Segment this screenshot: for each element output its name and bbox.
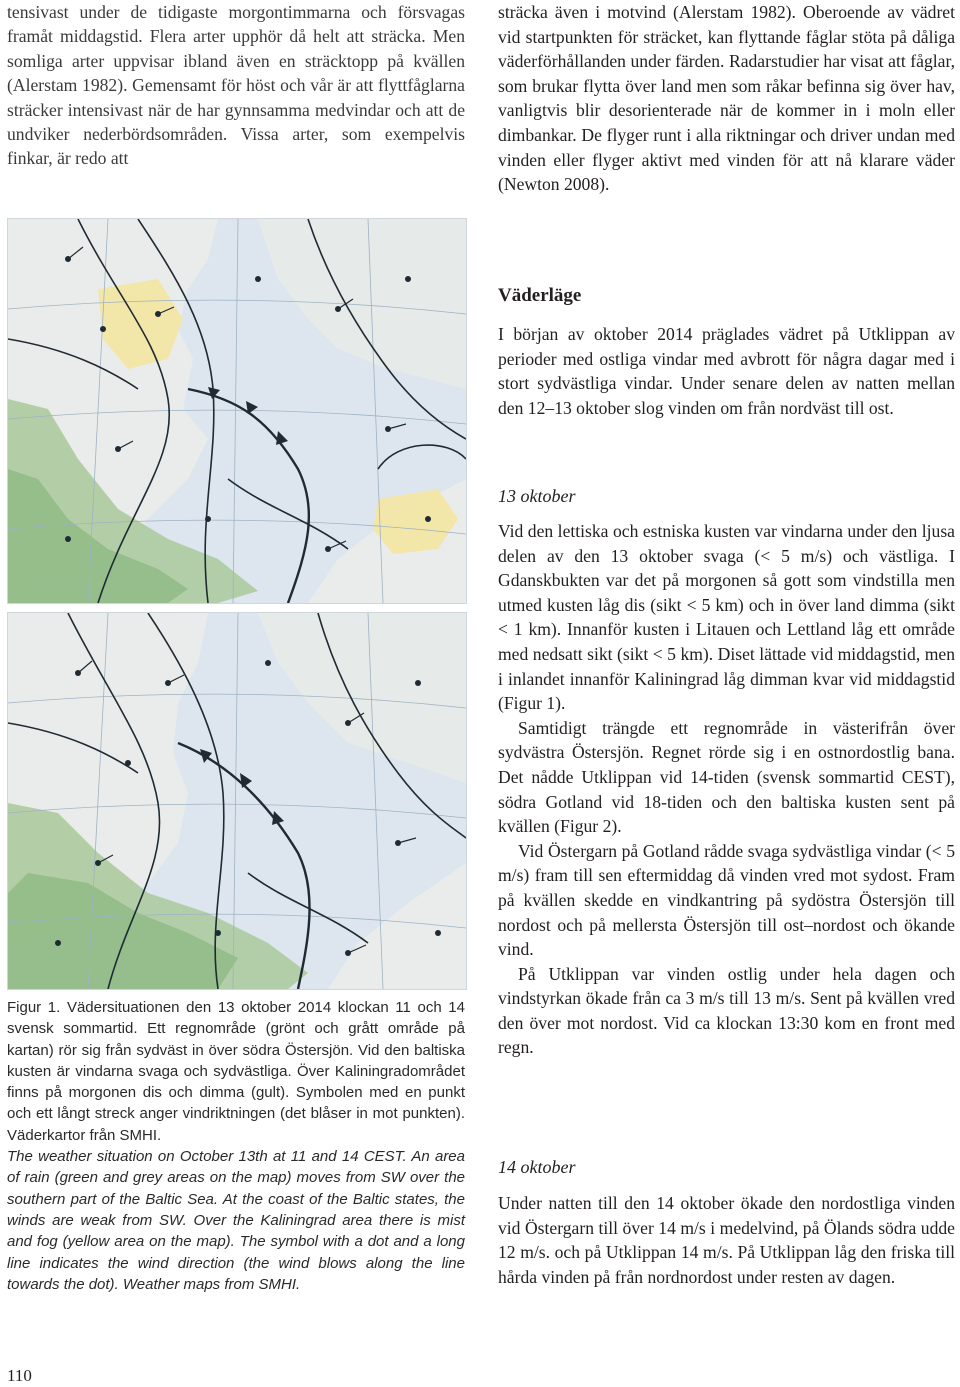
- section-13-oktober: [498, 519, 955, 1060]
- figure-caption: [7, 997, 465, 1295]
- paragraph-1: sträcka även i motvind (Alerstam 1982). Oberoende av vädret vid startpunkten för sträcket, kan flyttande fåglar stöta på dåliga väderförhållanden under färden. Radarstudier har visat att fåglar, som brukar flytta över land men som råkar befinna sig över hav, vanligtvis blir desorienterade när de kommer in i moln eller dimbankar. De flyger runt i alla riktningar och driver undan med vinden eller flyger aktivt med vinden för att nå klarare väder (Newton 2008).: [498, 2, 955, 195]
- caption-swedish: Figur 1. Vädersituationen den 13 oktober 2014 klockan 11 och 14 svensk sommartid. Ett regnområde (grönt och grått område på kartan) rör sig från sydväst in över södra Östersjön. Vid den baltiska kusten är vindarna svaga och sydvästliga. Över Kaliningradområdet finns på morgonen dis och dimma (gult). Symbolen med en punkt och ett långt streck anger vindriktningen (det blåser in mot punkten). Väderkartor från SMHI.: [7, 999, 465, 1144]
- paragraph-7: Under natten till den 14 oktober ökade den nordostliga vinden vid Östergarn till över 14 m/s i medelvind, på Ölands södra udde 12 m/s. och på Utklippan 14 m/s. På Utklippan låg den friska till hårda vinden på från nordnordost under resten av dagen.: [498, 1193, 955, 1287]
- section-14-oktober: [498, 1191, 955, 1289]
- paragraph-2: I början av oktober 2014 präglades vädret på Utklippan av perioder med ostliga vindar med avbrott för några dagar med i stort sydvästliga vindar. Under senare delen av natten mellan den 12–13 oktober slog vinden om från nordväst till ost.: [498, 324, 955, 418]
- left-intro-paragraph: tensivast under de tidigaste morgontimmarna och försvagas framåt middagstid. Flera arter upphör då helt att sträcka. Men somliga arter uppvisar ibland även en sträcktopp på kvällen (Alerstam 1982). Gemensamt för höst och vår är att flyttfåglarna sträcker intensivast när de har gynnsamma medvindar och att de undviker nederbördsområden. Vissa arter, som exempelvis finkar, är redo att: [7, 2, 465, 169]
- paragraph-5: Vid Östergarn på Gotland rådde svaga sydvästliga vindar (< 5 m/s) fram till sen eftermiddag då vinden vred mot sydost. Fram på kvällen skedde en vindkantring på sydöstra Östersjön till nordost och på mellersta Östersjön till ost–nordost och ökande vind.: [498, 840, 955, 960]
- page-number: 110: [7, 1366, 32, 1385]
- weather-map-11: [7, 218, 467, 604]
- subheading-13-oktober: 13 oktober: [498, 486, 576, 506]
- paragraph-migration: [498, 0, 955, 197]
- paragraph-3: Vid den lettiska och estniska kusten var vindarna under den ljusa delen av den 13 oktober svaga (< 5 m/s) och västliga. I Gdanskbukten var det på morgonen så gott som vindstilla men utmed kusten låg dis (sikt < 5 km) och in över land dimma (sikt < 1 km). Innanför kusten i Litauen och Lettland låg ett område med nedsatt sikt (sikt < 5 km). Diset lättade vid middagstid, men i inlandet innanför Kaliningrad låg dimman kvar vid middagstid (Figur 1).: [498, 521, 955, 714]
- weather-map-11-drawing: [8, 219, 466, 603]
- weather-map-14-drawing: [8, 613, 466, 989]
- paragraph-4: Samtidigt trängde ett regnområde in västerifrån över sydvästra Östersjön. Regnet rörde sig i en ostnordostlig bana. Det nådde Utklippan vid 14-tiden (svensk sommartid CEST), södra Gotland vid 18-tiden och den baltiska kusten sent på kvällen (Figur 2).: [498, 717, 955, 837]
- paragraph-weather-intro: [498, 322, 955, 420]
- section-heading-vaderlage: Väderläge: [498, 285, 582, 306]
- weather-map-14: [7, 612, 467, 990]
- caption-english: The weather situation on October 13th at 11 and 14 CEST. An area of rain (green and grey areas on the map) moves from SW over the southern part of the Baltic Sea. At the coast of the Baltic states, the winds are weak from SW. Over the Kaliningrad area there is mist and fog (yellow area on the map). The symbol with a dot and a long line indicates the wind direction (the wind blows along the line towards the dot). Weather maps from SMHI.: [7, 1148, 465, 1293]
- subheading-14-oktober: 14 oktober: [498, 1157, 576, 1177]
- paragraph-6: På Utklippan var vinden ostlig under hela dagen och vindstyrkan ökade från ca 3 m/s till 13 m/s. Sent på kvällen vred den över mot nordost. Vid ca klockan 13:30 kom en front med regn.: [498, 963, 955, 1058]
